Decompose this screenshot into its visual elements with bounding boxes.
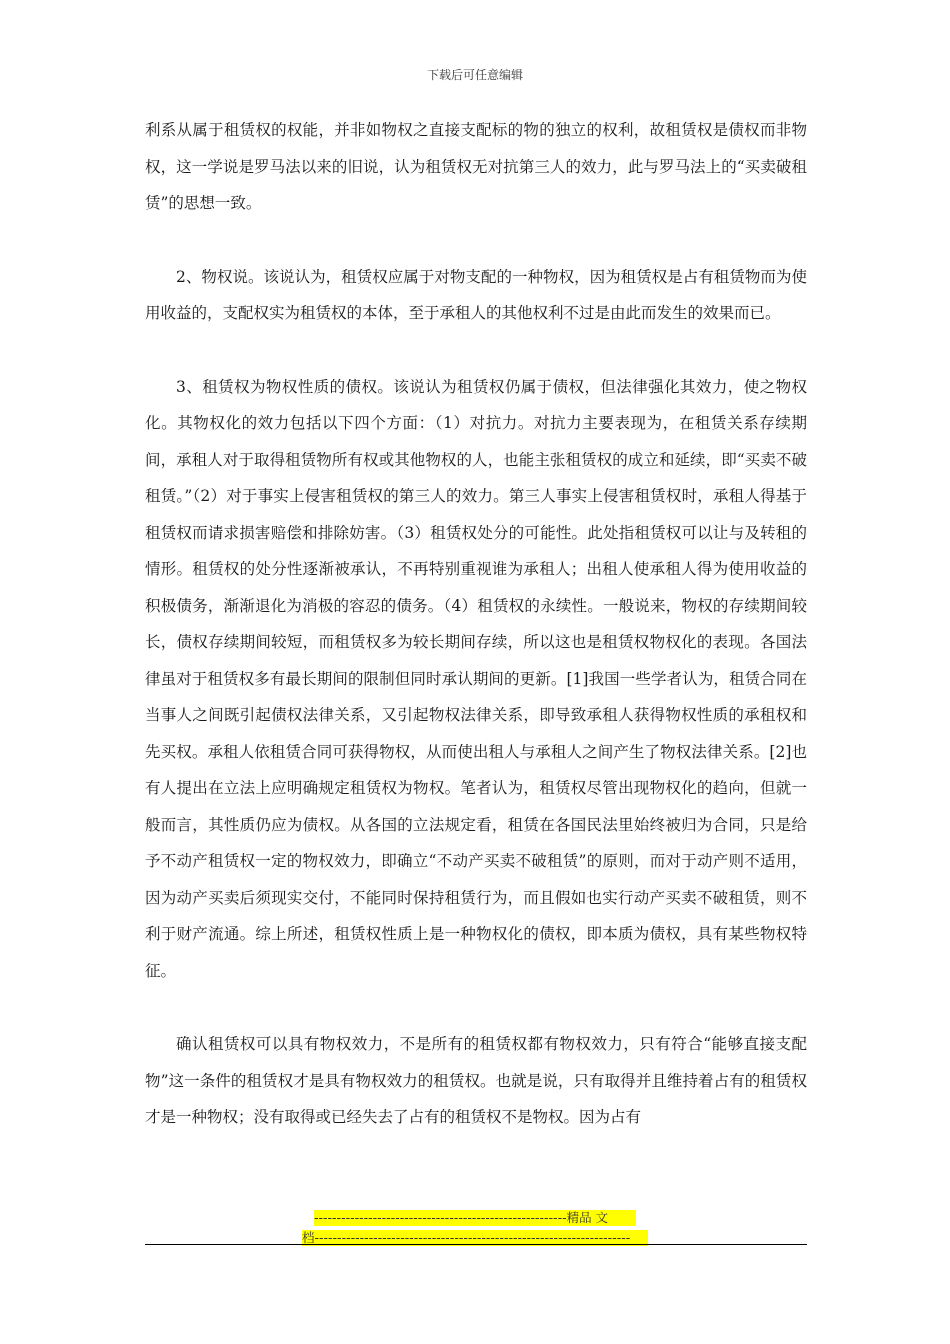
page-header: 下载后可任意编辑: [426, 68, 523, 82]
paragraph-4: 确认租赁权可以具有物权效力，不是所有的租赁权都有物权效力，只有符合“能够直接支配物”这一条件的租赁权才是具有物权效力的租赁权。也就是说，只有取得并且维持着占有的租赁权才是一种物权；没有取得或已经失去了占有的租赁权不是物权。因为占有: [145, 1035, 807, 1126]
footer-rule: [145, 1244, 807, 1245]
paragraph-2: 2、物权说。该说认为，租赁权应属于对物支配的一种物权，因为租赁权是占有租赁物而为使用收益的，支配权实为租赁权的本体，至于承租人的其他权利不过是由此而发生的效果而已。: [145, 267, 807, 322]
paragraph-3: 3、租赁权为物权性质的债权。该说认为租赁权仍属于债权，但法律强化其效力，使之物权化。其物权化的效力包括以下四个方面：（1）对抗力。对抗力主要表现为，在租赁关系存续期间，承租人对于取得租赁物所有权或其他物权的人，也能主张租赁权的成立和延续，即“买卖不破租赁。”（2）对于事实上侵害租赁权的第三人的效力。第三人事实上侵害租赁权时，承租人得基于租赁权而请求损害赔偿和排除妨害。（3）租赁权处分的可能性。此处指租赁权可以让与及转租的情形。租赁权的处分性逐渐被承认，不再特别重视谁为承租人；出租人使承租人得为使用收益的积极债务，渐渐退化为消极的容忍的债务。（4）租赁权的永续性。一般说来，物权的存续期间较长，债权存续期间较短，而租赁权多为较长期间存续，所以这也是租赁权物权化的表现。各国法律虽对于租赁权多有最长期间的限制但同时承认期间的更新。[1]我国一些学者认为，租赁合同在当事人之间既引起债权法律关系，又引起物权法律关系，即导致承租人获得物权性质的承租权和先买权。承租人依租赁合同可获得物权，从而使出租人与承租人之间产生了物权法律关系。[2]也有人提出在立法上应明确规定租赁权为物权。笔者认为，租赁权尽管出现物权化的趋向，但就一般而言，其性质仍应为债权。从各国的立法规定看，租赁在各国民法里始终被归为合同，只是给予不动产租赁权一定的物权效力，即确立“不动产买卖不破租赁”的原则，而对于动产则不适用，因为动产买卖后须现实交付，不能同时保持租赁行为，而且假如也实行动产买卖不破租赁，则不利于财产流通。综上所述，租赁权性质上是一种物权化的债权，即本质为债权，具有某些物权特征。: [145, 377, 807, 980]
paragraph-1: 利系从属于租赁权的权能，并非如物权之直接支配标的物的独立的权利，故租赁权是债权而非物权，这一学说是罗马法以来的旧说，认为租赁权无对抗第三人的效力，此与罗马法上的“买卖破租赁”的思想一致。: [145, 121, 807, 212]
document-body: [145, 112, 807, 1136]
footer-line-1: --------------------------------------------------------精品 文: [314, 1210, 636, 1226]
footer-line-2: 档----------------------------------------------------------------------: [302, 1230, 648, 1246]
